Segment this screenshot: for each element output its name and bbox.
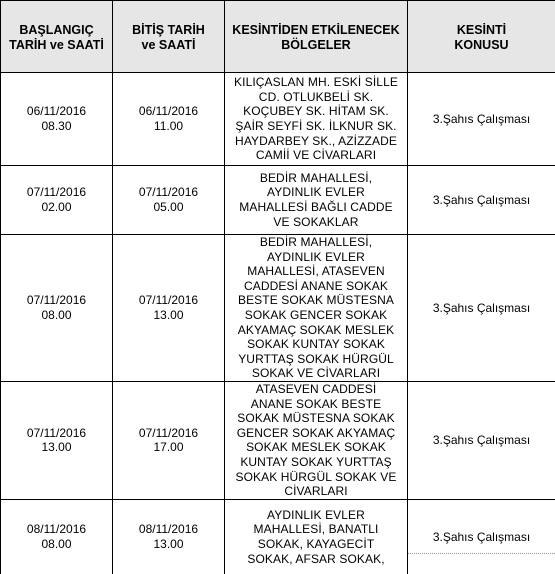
- end-datetime-cell: [113, 73, 225, 166]
- header-row: [1, 1, 555, 73]
- area-line: AKYAMAÇ SOKAK MESLEK: [229, 323, 403, 338]
- outage-subject-cell: 3.Şahıs Çalışması: [408, 235, 555, 382]
- affected-areas-cell: [225, 166, 408, 235]
- start-time: 02.00: [5, 200, 108, 215]
- outage-subject-cell: 3.Şahıs Çalışması: [408, 499, 555, 574]
- outage-subject-cell: 3.Şahıs Çalışması: [408, 381, 555, 499]
- header-end-datetime: [113, 1, 225, 73]
- start-time: 08.30: [5, 119, 108, 134]
- end-time: 05.00: [117, 200, 220, 215]
- area-line: CD. OTLUKBELİ SK.: [229, 90, 403, 105]
- area-line: MAHALLESİ BAĞLI CADDE: [229, 200, 403, 215]
- start-time: 13.00: [5, 440, 108, 455]
- area-line: SOKAK VE CİVARLARI: [229, 366, 403, 381]
- start-date: 07/11/2016: [5, 185, 108, 200]
- area-line: CADDESİ ANANE SOKAK: [229, 279, 403, 294]
- area-line: SOKAK MÜSTESNA SOKAK: [229, 411, 403, 426]
- area-line: MAHALLESİ, ATASEVEN: [229, 264, 403, 279]
- start-datetime-cell: [1, 73, 113, 166]
- area-line: CAMİİ VE CİVARLARI: [229, 148, 403, 163]
- header-text: BAŞLANGIÇ: [5, 23, 108, 38]
- start-date: 06/11/2016: [5, 104, 108, 119]
- area-line: CİVARLARI: [229, 484, 403, 499]
- affected-areas-cell: [225, 235, 408, 382]
- end-time: 11.00: [117, 119, 220, 134]
- end-datetime-cell: [113, 499, 225, 574]
- area-line: KILIÇASLAN MH. ESKİ SİLLE: [229, 75, 403, 90]
- affected-areas-cell: [225, 381, 408, 499]
- end-datetime-cell: [113, 381, 225, 499]
- start-datetime-cell: [1, 235, 113, 382]
- area-line: MAHALLESİ, BANATLI: [229, 522, 403, 537]
- header-text: KONUSU: [412, 38, 551, 53]
- table-row: [1, 73, 555, 166]
- area-line: ŞAİR SEYFİ SK. İLKNUR SK.: [229, 119, 403, 134]
- header-outage-subject: [408, 1, 555, 73]
- end-date: 06/11/2016: [117, 104, 220, 119]
- affected-areas-cell: [225, 499, 408, 574]
- end-date: 07/11/2016: [117, 185, 220, 200]
- area-line: SOKAK, KAYAGECİT: [229, 537, 403, 552]
- area-line: HAYDARBEY SK., AZİZZADE: [229, 134, 403, 149]
- end-date: 07/11/2016: [117, 426, 220, 441]
- table-row: [1, 166, 555, 235]
- table-row: [1, 499, 555, 574]
- header-text: TARİH ve SAATİ: [5, 38, 108, 53]
- header-text: BÖLGELER: [229, 38, 403, 53]
- area-line: KOÇUBEY SK. HİTAM SK.: [229, 104, 403, 119]
- header-text: ve SAATİ: [117, 38, 220, 53]
- end-date: 07/11/2016: [117, 293, 220, 308]
- header-text: BİTİŞ TARİH: [117, 23, 220, 38]
- end-time: 13.00: [117, 308, 220, 323]
- outage-subject-cell: 3.Şahıs Çalışması: [408, 73, 555, 166]
- area-line: ANANE SOKAK BESTE: [229, 397, 403, 412]
- area-line: SOKAK HÜRGÜL SOKAK VE: [229, 470, 403, 485]
- start-datetime-cell: [1, 381, 113, 499]
- area-line: AYDINLIK EVLER: [229, 250, 403, 265]
- area-line: SOKAK KUNTAY SOKAK: [229, 337, 403, 352]
- area-line: AYDINLIK EVLER: [229, 185, 403, 200]
- table-row: [1, 235, 555, 382]
- end-datetime-cell: [113, 235, 225, 382]
- table-row: [1, 381, 555, 499]
- area-line: ATASEVEN CADDESİ: [229, 382, 403, 397]
- area-line: SOKAK GENCER SOKAK: [229, 308, 403, 323]
- start-time: 08.00: [5, 308, 108, 323]
- area-line: KUNTAY SOKAK YURTTAŞ: [229, 455, 403, 470]
- area-line: BESTE SOKAK MÜSTESNA: [229, 293, 403, 308]
- end-time: 13.00: [117, 537, 220, 552]
- header-text: KESİNTİ: [412, 23, 551, 38]
- start-date: 08/11/2016: [5, 522, 108, 537]
- dotted-divider: [408, 553, 555, 557]
- area-line: BEDİR MAHALLESİ,: [229, 235, 403, 250]
- start-datetime-cell: [1, 499, 113, 574]
- end-date: 08/11/2016: [117, 522, 220, 537]
- start-date: 07/11/2016: [5, 293, 108, 308]
- affected-areas-cell: [225, 73, 408, 166]
- area-line: SOKAK, AFSAR SOKAK,: [229, 552, 403, 567]
- header-text: KESİNTİDEN ETKİLENECEK: [229, 23, 403, 38]
- area-line: SOKAK MESLEK SOKAK: [229, 440, 403, 455]
- header-start-datetime: [1, 1, 113, 73]
- area-line: AYDINLIK EVLER: [229, 508, 403, 523]
- start-date: 07/11/2016: [5, 426, 108, 441]
- outage-subject-cell: 3.Şahıs Çalışması: [408, 166, 555, 235]
- header-affected-areas: [225, 1, 408, 73]
- start-datetime-cell: [1, 166, 113, 235]
- area-line: BEDİR MAHALLESİ,: [229, 171, 403, 186]
- end-datetime-cell: [113, 166, 225, 235]
- area-line: VE SOKAKLAR: [229, 215, 403, 230]
- area-line: YURTTAŞ SOKAK HÜRGÜL: [229, 352, 403, 367]
- area-line: GENCER SOKAK AKYAMAÇ: [229, 426, 403, 441]
- end-time: 17.00: [117, 440, 220, 455]
- start-time: 08.00: [5, 537, 108, 552]
